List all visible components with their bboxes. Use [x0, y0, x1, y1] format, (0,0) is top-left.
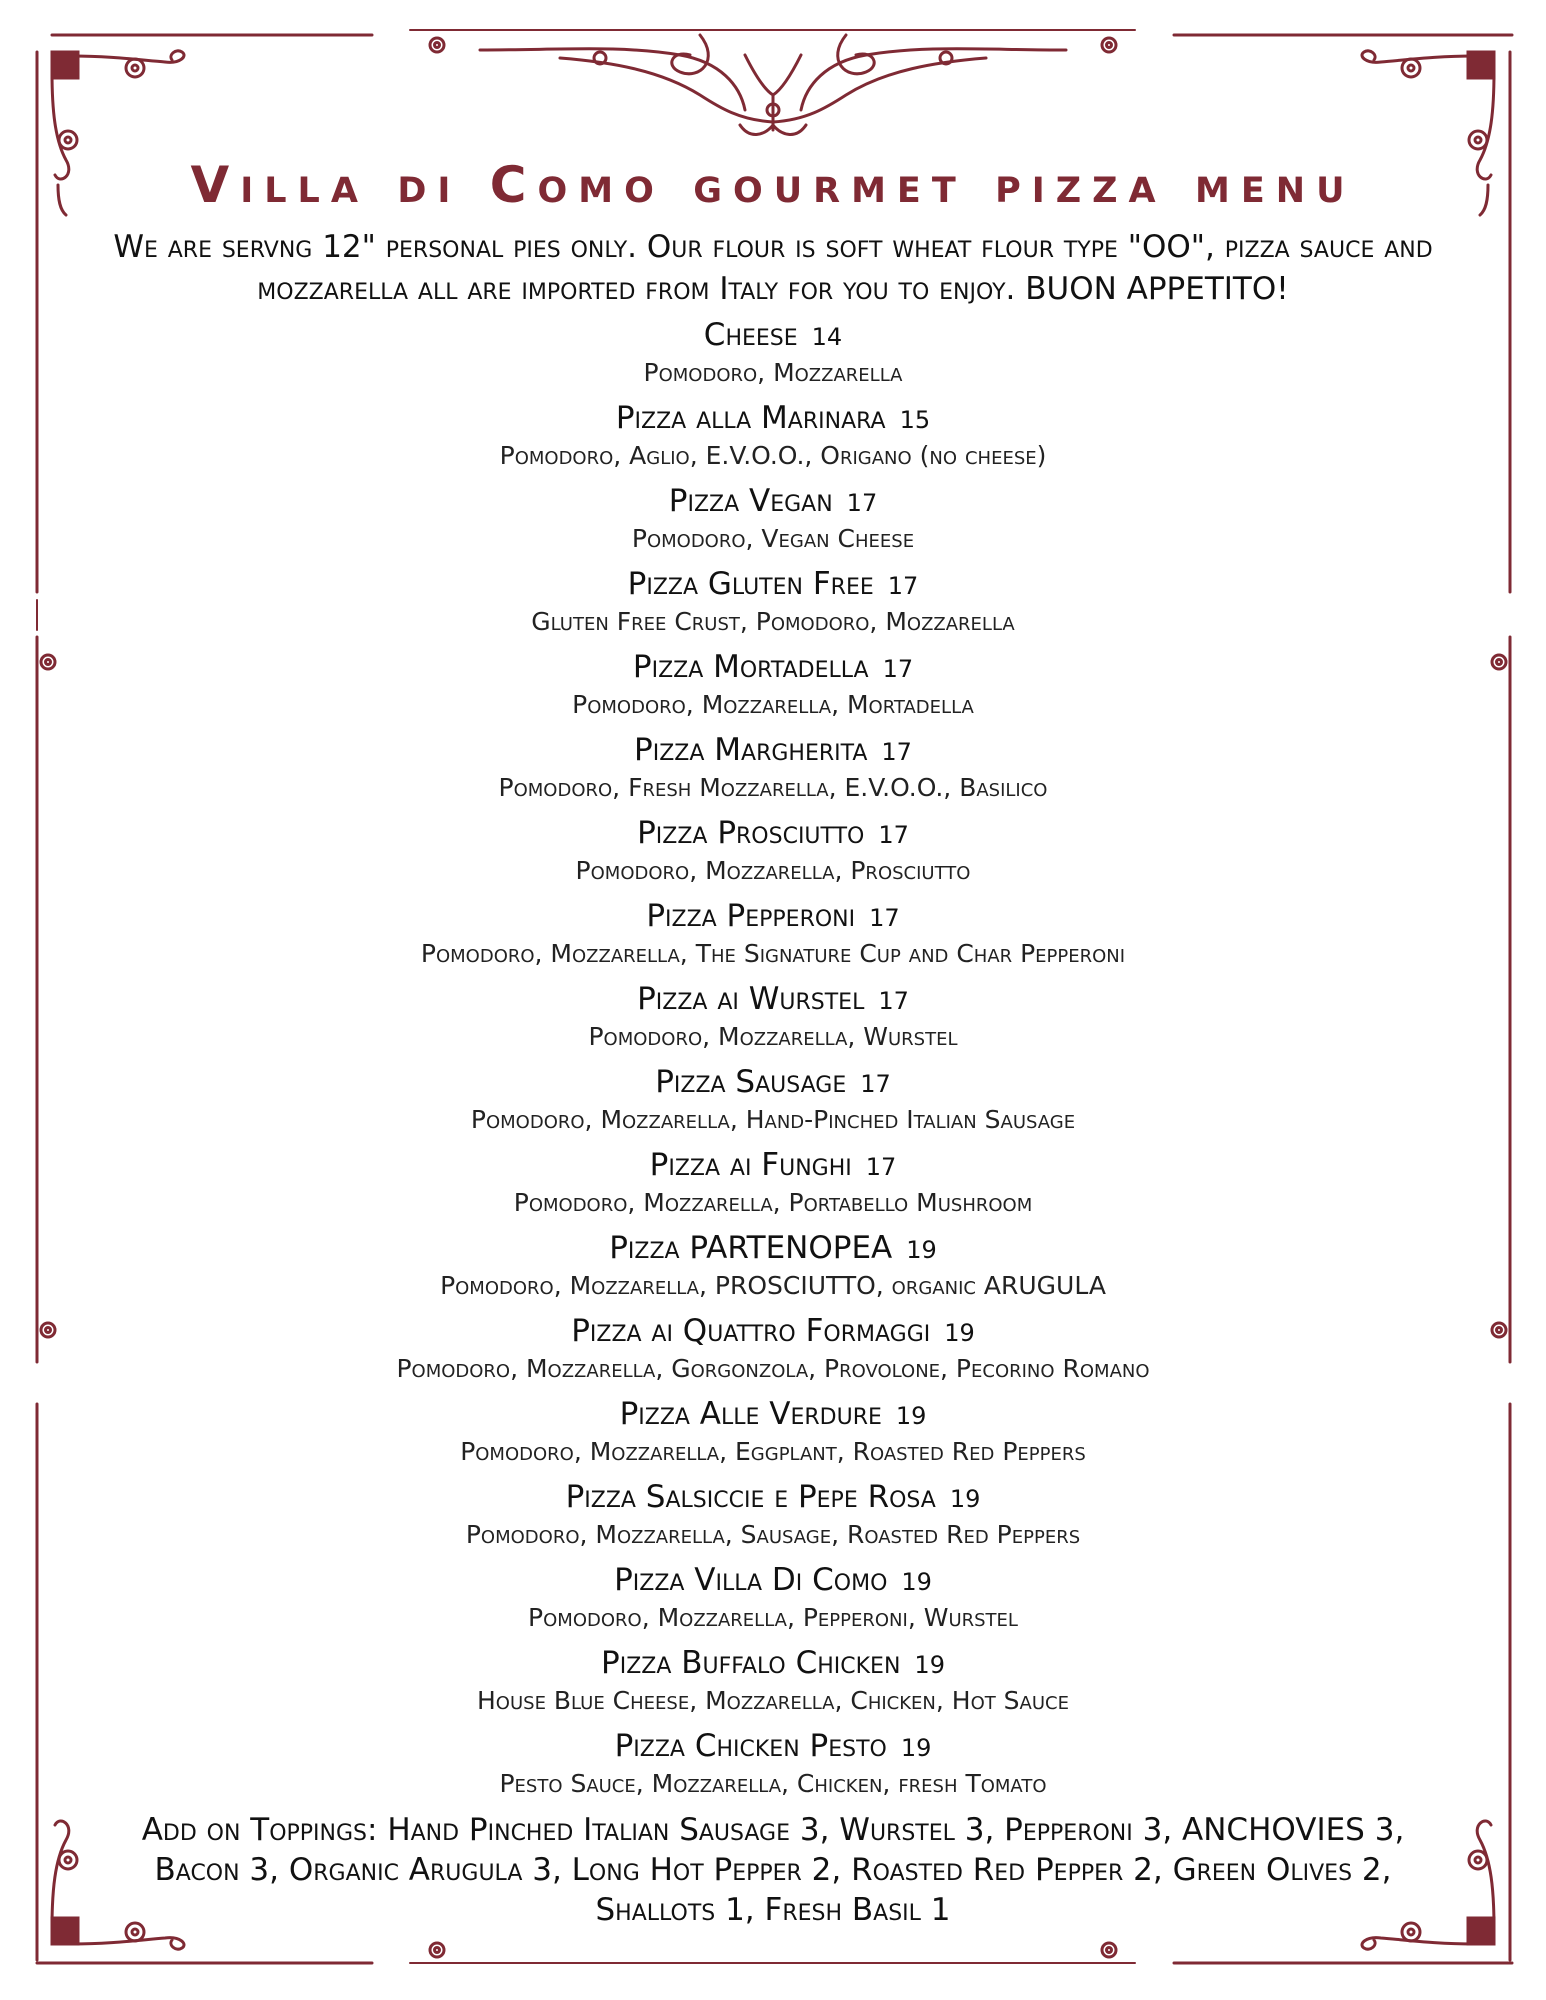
menu-item-price: 14: [811, 323, 843, 351]
menu-item-name: Pizza Gluten Free: [627, 566, 874, 602]
menu-item-description: Pomodoro, Aglio, E.V.O.O., Origano (no cheese): [499, 441, 1047, 470]
menu-item: [120, 1726, 1426, 1809]
menu-item-name: Pizza Villa Di Como: [614, 1562, 888, 1598]
menu-item: [120, 896, 1426, 979]
menu-item-title-line: [120, 1477, 1426, 1519]
menu-item-name: Pizza ai Funghi: [649, 1147, 852, 1183]
menu-item: [120, 979, 1426, 1062]
menu-item-title-line: [120, 730, 1426, 772]
menu-item-price: 17: [878, 821, 909, 849]
menu-item: [120, 1394, 1426, 1477]
menu-item-title-line: [120, 1643, 1426, 1685]
menu-item: [120, 1560, 1426, 1643]
menu-item: [120, 1477, 1426, 1560]
menu-item-price: 19: [900, 1734, 932, 1762]
menu-item-price: 17: [881, 738, 912, 766]
menu-item-description: Pomodoro, Mozzarella, Hand-Pinched Italian Sausage: [470, 1105, 1076, 1134]
menu-item-name: Pizza Margherita: [634, 732, 868, 768]
menu-item-title-line: [120, 896, 1426, 938]
menu-item-description: Pomodoro, Mozzarella, The Signature Cup and Char Pepperoni: [420, 939, 1126, 968]
menu-item-description: Pomodoro, Mozzarella: [643, 358, 903, 387]
menu-item-title-line: [120, 1311, 1426, 1353]
menu-item-name: Pizza alla Marinara: [615, 400, 886, 436]
menu-item-description: Pomodoro, Mozzarella, PROSCIUTTO, organic ARUGULA: [440, 1271, 1106, 1300]
menu-item-price: 19: [944, 1319, 975, 1347]
menu-item-title-line: [120, 979, 1426, 1021]
menu-item-title-line: [120, 1726, 1426, 1768]
menu-item-price: 15: [899, 406, 931, 434]
menu-item: [120, 564, 1426, 647]
menu-item-description: Gluten Free Crust, Pomodoro, Mozzarella: [531, 607, 1015, 636]
menu-item-description: Pomodoro, Mozzarella, Wurstel: [588, 1022, 958, 1051]
menu-item-description: Pomodoro, Mozzarella, Mortadella: [572, 690, 974, 719]
menu-item-name: Cheese: [703, 317, 798, 353]
menu-item-description: Pomodoro, Vegan Cheese: [631, 524, 915, 553]
menu-item-title-line: [120, 813, 1426, 855]
menu-item-description: Pomodoro, Mozzarella, Eggplant, Roasted Red Peppers: [460, 1437, 1086, 1466]
menu-item: [120, 1228, 1426, 1311]
menu-item: [120, 1062, 1426, 1145]
menu-item-price: 17: [882, 655, 914, 683]
menu-item: [120, 1643, 1426, 1726]
menu-item-name: Pizza Salsiccie e Pepe Rosa: [565, 1479, 936, 1515]
menu-item-name: Pizza PARTENOPEA: [609, 1230, 893, 1266]
menu-item-price: 19: [901, 1568, 932, 1596]
menu-item-description: Pomodoro, Mozzarella, Pepperoni, Wurstel: [528, 1603, 1018, 1632]
menu-item-price: 17: [878, 987, 909, 1015]
menu-item-price: 19: [906, 1236, 937, 1264]
menu-item-name: Pizza Alle Verdure: [619, 1396, 882, 1432]
menu-item: [120, 647, 1426, 730]
menu-item-title-line: [120, 481, 1426, 523]
menu-item-description: Pomodoro, Fresh Mozzarella, E.V.O.O., Basilico: [498, 773, 1048, 802]
menu-item-name: Pizza Buffalo Chicken: [601, 1645, 901, 1681]
menu-item-name: Pizza Prosciutto: [637, 815, 865, 851]
menu-item-name: Pizza Mortadella: [632, 649, 869, 685]
menu-item-description: Pomodoro, Mozzarella, Portabello Mushroom: [513, 1188, 1033, 1217]
menu-item: [120, 813, 1426, 896]
menu-item-title-line: [120, 647, 1426, 689]
menu-item-price: 19: [895, 1402, 927, 1430]
add-on-toppings: Add on Toppings: Hand Pinched Italian Sausage 3, Wurstel 3, Pepperoni 3, ANCHOVIES 3, Bacon 3, Organic Arugula 3, Long Hot Pepper 2, Roasted Red Pepper 2, Green Olives 2, Shallots 1, Fresh Basil 1: [141, 1812, 1405, 1928]
menu-item: [120, 398, 1426, 481]
menu-item: [120, 315, 1426, 398]
menu-item-name: Pizza Pepperoni: [646, 898, 856, 934]
menu-item-description: Pesto Sauce, Mozzarella, Chicken, fresh Tomato: [499, 1769, 1047, 1798]
menu-item-price: 19: [914, 1651, 945, 1679]
menu-item-name: Pizza Chicken Pesto: [614, 1728, 887, 1764]
menu-item-title-line: [120, 315, 1426, 357]
menu-item-name: Pizza Sausage: [655, 1064, 847, 1100]
menu-item-price: 17: [846, 489, 878, 517]
menu-item-title-line: [120, 1145, 1426, 1187]
menu-item-price: 17: [865, 1153, 897, 1181]
intro-text: We are servng 12" personal pies only. Our flour is soft wheat flour type "OO", pizza sauce and mozzarella all are imported from Italy for you to enjoy. BUON APPETITO!: [113, 229, 1433, 307]
menu-item-title-line: [120, 398, 1426, 440]
menu-item-title-line: [120, 1560, 1426, 1602]
menu-item-description: Pomodoro, Mozzarella, Prosciutto: [575, 856, 971, 885]
menu-item-name: Pizza Vegan: [668, 483, 833, 519]
menu-item: [120, 730, 1426, 813]
menu-item-description: Pomodoro, Mozzarella, Sausage, Roasted Red Peppers: [465, 1520, 1081, 1549]
menu-item-title-line: [120, 1394, 1426, 1436]
menu-item-title-line: [120, 564, 1426, 606]
menu-item-description: House Blue Cheese, Mozzarella, Chicken, Hot Sauce: [477, 1686, 1069, 1715]
menu-item: [120, 481, 1426, 564]
menu-item-price: 17: [869, 904, 900, 932]
page-title: Villa di Como gourmet pizza menu: [190, 156, 1356, 214]
menu-item-name: Pizza ai Quattro Formaggi: [571, 1313, 931, 1349]
menu-item-description: Pomodoro, Mozzarella, Gorgonzola, Provolone, Pecorino Romano: [396, 1354, 1150, 1383]
menu-item-name: Pizza ai Wurstel: [637, 981, 865, 1017]
menu-item-title-line: [120, 1228, 1426, 1270]
menu-list: [120, 315, 1426, 1809]
menu-item: [120, 1311, 1426, 1394]
menu-item: [120, 1145, 1426, 1228]
menu-item-price: 17: [887, 572, 919, 600]
menu-item-title-line: [120, 1062, 1426, 1104]
menu-item-price: 17: [860, 1070, 891, 1098]
menu-item-price: 19: [949, 1485, 981, 1513]
